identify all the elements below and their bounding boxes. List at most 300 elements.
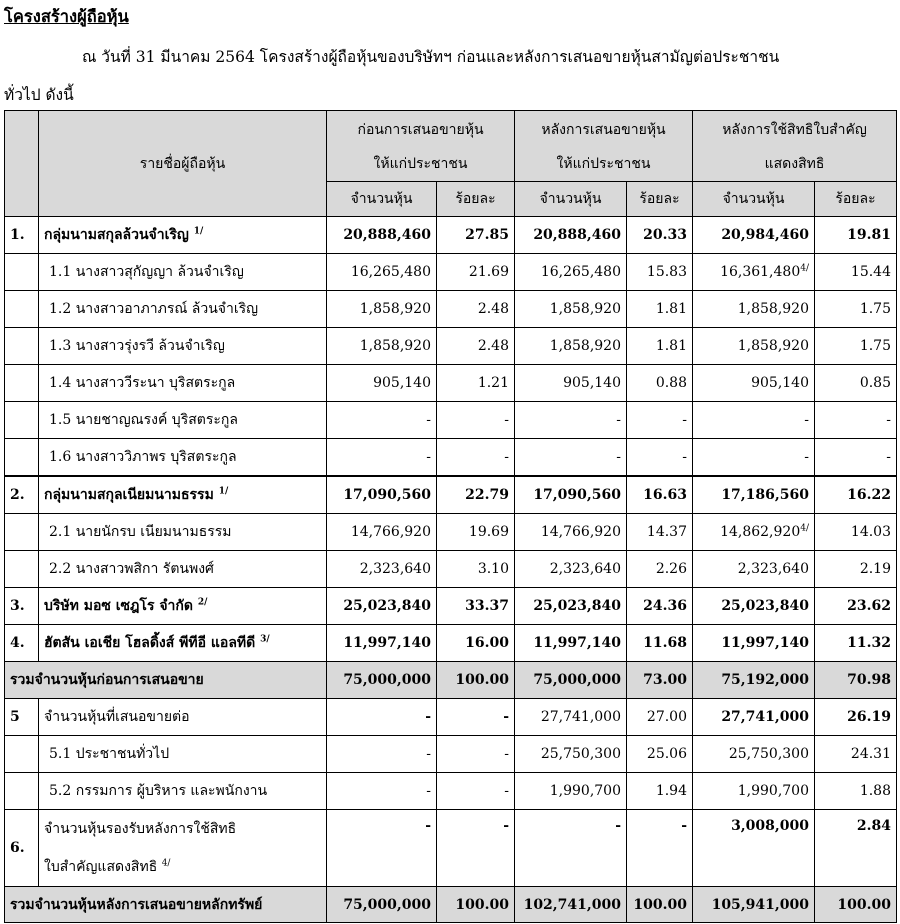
cell-value: 15.44 [850,264,891,280]
total-label: รวมจำนวนหุ้นหลังการเสนอขายหลักทรัพย์ [5,887,327,923]
cell-value: 26.19 [847,709,891,725]
row-number: 4. [5,625,39,662]
sub-pct: ร้อยละ [815,182,897,217]
percent-cell [437,699,515,736]
cell-value: 25,750,300 [728,746,809,762]
percent-cell [815,402,897,439]
percent-cell [815,439,897,476]
percent-cell [815,662,897,699]
percent-cell [627,291,693,328]
footnote-mark: 4/ [800,523,809,534]
shares-cell [327,328,437,365]
header-warrant-line2: แสดงสิทธิ [764,156,825,172]
total-row [5,662,897,699]
holder-name [39,736,327,773]
row-number: 2. [5,476,39,514]
percent-cell [627,662,693,699]
holder-name [39,328,327,365]
percent-cell [437,402,515,439]
shares-cell [515,810,627,887]
cell-value: 1.75 [859,338,891,354]
holder-name-text: 1.5 นายชาญณรงค์ บุริสตระกูล [49,412,238,428]
percent-cell [437,773,515,810]
shares-cell [327,365,437,402]
holder-name-text: 2.2 นางสาวพสิกา รัตนพงศ์ [49,561,214,577]
cell-value: 25,023,840 [533,598,621,614]
percent-cell [437,551,515,588]
percent-cell [627,736,693,773]
header-after-line1: หลังการเสนอขายหุ้น [541,122,666,138]
shares-cell [515,773,627,810]
cell-value: 2,323,640 [359,561,431,577]
row-number [5,551,39,588]
table-row [5,402,897,439]
cell-value: 70.98 [847,672,891,688]
cell-value: 11.68 [643,635,687,651]
cell-value: - [616,448,621,465]
cell-value: 16,265,480 [350,264,431,280]
holder-name-text: บริษัท มอซ เซฎโร จำกัด [44,598,193,614]
cell-value: 27,741,000 [721,709,809,725]
shares-cell [515,514,627,551]
shares-cell [515,254,627,291]
table-row [5,254,897,291]
table-row [5,625,897,662]
shares-cell [515,217,627,254]
shares-cell [327,773,437,810]
table-row [5,365,897,402]
cell-value: 1,990,700 [737,783,809,799]
cell-value: 75,192,000 [721,672,809,688]
shares-cell [327,625,437,662]
row-number [5,736,39,773]
percent-cell [815,551,897,588]
percent-cell [627,439,693,476]
cell-value: - [426,448,431,465]
cell-value: 3.10 [477,561,509,577]
percent-cell [437,254,515,291]
footnote-mark: 1/ [218,486,229,497]
shares-cell [693,439,815,476]
sub-shares: จำนวนหุ้น [693,182,815,217]
cell-value: - [615,818,621,834]
shares-cell [693,588,815,625]
holder-name-line2: ใบสำคัญแสดงสิทธิ [44,859,158,875]
shares-cell [515,439,627,476]
shares-cell [327,699,437,736]
cell-value: - [426,412,431,428]
header-name: รายชื่อผู้ถือหุ้น [39,111,327,217]
cell-value: 11,997,140 [721,635,809,651]
cell-value: 33.37 [465,598,509,614]
shares-cell [327,736,437,773]
percent-cell [815,514,897,551]
percent-cell [437,328,515,365]
holder-name [39,402,327,439]
percent-cell [627,887,693,923]
holder-name-text: กลุ่มนามสกุลล้วนจำเริญ [44,227,189,243]
percent-cell [815,736,897,773]
shares-cell [693,625,815,662]
holder-name-text: 5.2 กรรมการ ผู้บริหาร และพนักงาน [49,783,268,799]
holder-name [39,699,327,736]
cell-value: 22.79 [465,486,509,503]
shares-cell [327,217,437,254]
holder-name [39,588,327,625]
percent-cell [437,217,515,254]
row-number [5,365,39,402]
percent-cell [627,810,693,887]
cell-value: 23.62 [847,598,891,614]
percent-cell [437,439,515,476]
shares-cell [327,551,437,588]
row-number [5,514,39,551]
cell-value: - [426,746,431,762]
cell-value: 75,000,000 [533,672,621,688]
shares-cell [693,699,815,736]
percent-cell [815,254,897,291]
sub-shares: จำนวนหุ้น [515,182,627,217]
cell-value: 17,090,560 [343,486,431,503]
cell-value: 1.81 [655,338,687,354]
cell-value: 16.22 [847,486,891,503]
percent-cell [627,699,693,736]
cell-value: 19.69 [468,524,509,540]
cell-value: 100.00 [455,672,509,688]
cell-value: 1,990,700 [549,783,621,799]
table-row [5,328,897,365]
cell-value: 19.81 [847,227,891,243]
percent-cell [815,773,897,810]
percent-cell [437,625,515,662]
shares-cell [515,588,627,625]
cell-value: 27,741,000 [540,709,621,725]
footnote-mark: 1/ [193,226,204,237]
sub-shares: จำนวนหุ้น [327,182,437,217]
holder-name [39,773,327,810]
holder-name [39,551,327,588]
cell-value: 1.88 [859,783,891,799]
table-row [5,217,897,254]
cell-value: - [886,448,891,465]
cell-value: 100.00 [455,896,509,913]
holder-name [39,291,327,328]
cell-value: 1.21 [477,375,509,391]
shares-cell [693,736,815,773]
shares-cell [327,402,437,439]
cell-value: 105,941,000 [711,896,809,913]
table-row [5,588,897,625]
cell-value: 1,858,920 [737,338,809,354]
percent-cell [627,217,693,254]
shareholder-table [4,110,897,923]
sub-pct: ร้อยละ [437,182,515,217]
table-row [5,439,897,476]
cell-value: 2.48 [477,301,509,317]
cell-value: - [682,448,687,465]
row-number: 3. [5,588,39,625]
holder-name-text: 1.1 นางสาวสุกัญญา ล้วนจำเริญ [49,264,244,280]
percent-cell [437,736,515,773]
shares-cell [693,887,815,923]
cell-value: 2,323,640 [737,561,809,577]
cell-value: 905,140 [751,375,809,391]
holder-name [39,476,327,514]
cell-value: 75,000,000 [343,672,431,688]
cell-value: 1,858,920 [549,301,621,317]
percent-cell [815,699,897,736]
cell-value: 25,023,840 [343,598,431,614]
holder-name-text: ฮัตสัน เอเชีย โฮลดิ้งส์ พีทีอี แอลทีดี [44,635,256,651]
table-row [5,699,897,736]
row-number [5,291,39,328]
holder-name-text: กลุ่มนามสกุลเนียมนามธรรม [44,486,214,503]
shares-cell [515,328,627,365]
percent-cell [627,476,693,514]
cell-value: 1.94 [655,783,687,799]
cell-value: 0.85 [859,375,891,391]
cell-value: 0.88 [655,375,687,391]
intro-line-2: ทั่วไป ดังนี้ [4,86,74,104]
footnote-mark: 3/ [260,634,270,645]
holder-name-text: 1.4 นางสาววีระนา บุริสตระกูล [49,375,236,391]
total-label: รวมจำนวนหุ้นก่อนการเสนอขาย [5,662,327,699]
cell-value: - [681,818,687,834]
cell-value: - [425,818,431,834]
row-number: 6. [5,810,39,887]
cell-value: 11,997,140 [343,635,431,651]
holder-name-text: จำนวนหุ้นที่เสนอขายต่อ [44,709,190,725]
percent-cell [627,588,693,625]
percent-cell [437,514,515,551]
shares-cell [693,291,815,328]
percent-cell [627,365,693,402]
cell-value: 16.63 [643,486,687,503]
cell-value: 1.81 [655,301,687,317]
holder-name [39,365,327,402]
percent-cell [437,476,515,514]
shares-cell [515,476,627,514]
percent-cell [627,625,693,662]
holder-name-text: 2.1 นายนักรบ เนียมนามธรรม [49,524,232,540]
shares-cell [693,662,815,699]
holder-name [39,439,327,476]
header-warrant-line1: หลังการใช้สิทธิใบสำคัญ [722,122,867,138]
header-after [515,111,693,182]
cell-value: 20,888,460 [343,227,431,243]
cell-value: 21.69 [468,264,509,280]
shares-cell [693,365,815,402]
cell-value: 20,888,460 [533,227,621,243]
shares-cell [327,254,437,291]
cell-value: 73.00 [643,672,687,688]
table-row [5,551,897,588]
percent-cell [627,328,693,365]
shares-cell [327,476,437,514]
percent-cell [815,887,897,923]
shares-cell [693,254,815,291]
shares-cell [327,887,437,923]
cell-value: 17,186,560 [721,486,809,503]
shares-cell [693,476,815,514]
cell-value: 24.36 [643,598,687,614]
cell-value: 2,323,640 [549,561,621,577]
header-row-1 [5,111,897,182]
cell-value: 2.84 [856,818,891,834]
footnote-mark: 4/ [800,263,809,274]
percent-cell [815,588,897,625]
cell-value: 25.06 [646,746,687,762]
row-number [5,402,39,439]
table-row [5,736,897,773]
cell-value: 2.26 [655,561,687,577]
header-before-line2: ให้แก่ประชาชน [373,156,468,172]
cell-value: 1,858,920 [359,338,431,354]
holder-name-text: 1.3 นางสาวรุ่งรวี ล้วนจำเริญ [49,338,225,354]
cell-value: - [616,412,621,428]
total-row [5,887,897,923]
footnote-mark: 4/ [161,858,171,869]
shares-cell [327,291,437,328]
table-row [5,810,897,887]
cell-value: 905,140 [373,375,431,391]
cell-value: 100.00 [633,896,687,913]
cell-value: 905,140 [563,375,621,391]
percent-cell [627,254,693,291]
cell-value: 20,984,460 [721,227,809,243]
cell-value: 14.03 [850,524,891,540]
percent-cell [437,588,515,625]
shares-cell [515,551,627,588]
header-warrant [693,111,897,182]
cell-value: 102,741,000 [523,896,621,913]
shares-cell [515,625,627,662]
cell-value: - [682,412,687,428]
cell-value: 14,766,920 [350,524,431,540]
cell-value: - [504,783,509,799]
table-row [5,773,897,810]
sub-pct: ร้อยละ [627,182,693,217]
header-before-line1: ก่อนการเสนอขายหุ้น [357,122,484,138]
cell-value: - [804,448,809,465]
row-number: 5 [5,699,39,736]
shares-cell [327,439,437,476]
shares-cell [515,402,627,439]
cell-value: 1,858,920 [359,301,431,317]
cell-value: - [504,412,509,428]
table-row [5,514,897,551]
cell-value: 16,361,480 [720,264,801,280]
cell-value: 2.48 [477,338,509,354]
row-number [5,254,39,291]
cell-value: 25,023,840 [721,598,809,614]
row-number [5,328,39,365]
percent-cell [815,625,897,662]
percent-cell [815,476,897,514]
shares-cell [327,662,437,699]
shares-cell [693,514,815,551]
cell-value: - [503,818,509,834]
percent-cell [815,810,897,887]
cell-value: 16.00 [465,635,509,651]
cell-value: - [504,746,509,762]
cell-value: - [504,448,509,465]
percent-cell [437,887,515,923]
percent-cell [815,328,897,365]
cell-value: - [425,709,431,725]
percent-cell [815,365,897,402]
cell-value: - [804,412,809,428]
cell-value: 14,766,920 [540,524,621,540]
shares-cell [693,810,815,887]
intro-line-1: ณ วันที่ 31 มีนาคม 2564 โครงสร้างผู้ถือหุ้นของบริษัทฯ ก่อนและหลังการเสนอขายหุ้นสามัญต่อประชาชน [82,48,780,66]
percent-cell [437,365,515,402]
cell-value: 17,090,560 [533,486,621,503]
table-body [5,217,897,923]
row-number [5,773,39,810]
holder-name-text: 1.2 นางสาวอาภาภรณ์ ล้วนจำเริญ [49,301,259,317]
shares-cell [693,402,815,439]
header-before [327,111,515,182]
shares-cell [693,551,815,588]
cell-value: 24.31 [850,746,891,762]
shares-cell [693,328,815,365]
percent-cell [437,662,515,699]
header-after-line2: ให้แก่ประชาชน [556,156,651,172]
page-heading: โครงสร้างผู้ถือหุ้น [4,7,129,26]
cell-value: 1.75 [859,301,891,317]
cell-value: 2.19 [859,561,891,577]
holder-name [39,514,327,551]
cell-value: 1,858,920 [549,338,621,354]
cell-value: - [426,783,431,799]
shares-cell [327,810,437,887]
shares-cell [515,736,627,773]
header-blank [5,111,39,217]
cell-value: 11,997,140 [533,635,621,651]
shares-cell [515,699,627,736]
holder-name [39,625,327,662]
holder-name [39,217,327,254]
shares-cell [693,217,815,254]
cell-value: 20.33 [643,227,687,243]
percent-cell [437,810,515,887]
percent-cell [627,402,693,439]
cell-value: - [886,412,891,428]
cell-value: 16,265,480 [540,264,621,280]
percent-cell [437,291,515,328]
cell-value: 14,862,920 [720,524,801,540]
table-row [5,291,897,328]
cell-value: 25,750,300 [540,746,621,762]
shares-cell [515,365,627,402]
cell-value: 75,000,000 [343,896,431,913]
holder-name-text: 5.1 ประชาชนทั่วไป [49,746,170,762]
cell-value: 11.32 [847,635,891,651]
cell-value: 3,008,000 [731,818,809,834]
cell-value: 27.00 [646,709,687,725]
holder-name-text: 1.6 นางสาววิภาพร บุริสตระกูล [49,448,237,465]
percent-cell [815,217,897,254]
cell-value: 100.00 [837,896,891,913]
shares-cell [327,588,437,625]
cell-value: 27.85 [465,227,509,243]
percent-cell [627,773,693,810]
percent-cell [627,514,693,551]
shares-cell [515,291,627,328]
table-row [5,476,897,514]
cell-value: 1,858,920 [737,301,809,317]
